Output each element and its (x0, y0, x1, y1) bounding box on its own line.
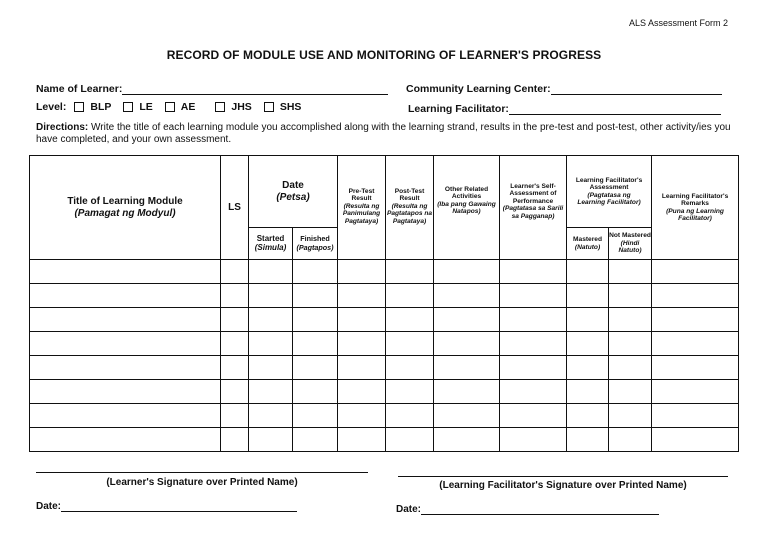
table-cell[interactable] (30, 284, 221, 308)
header-finished-fil: (Pagtapos) (296, 242, 334, 252)
table-row (30, 284, 739, 308)
table-cell[interactable] (500, 260, 567, 284)
learner-date-input[interactable] (61, 500, 297, 512)
level-option-ae[interactable] (165, 101, 196, 113)
table-cell[interactable] (386, 356, 434, 380)
header-self-en: Learner's Self-Assessment of Performance (509, 183, 557, 205)
table-cell[interactable] (249, 356, 293, 380)
header-started-en: Started (256, 233, 285, 243)
table-cell[interactable] (567, 260, 609, 284)
table-cell[interactable] (434, 260, 500, 284)
header-finished-en: Finished (300, 234, 330, 244)
table-cell[interactable] (386, 404, 434, 428)
table-cell[interactable] (609, 332, 652, 356)
table-row (30, 332, 739, 356)
learner-signature-line[interactable] (36, 472, 368, 473)
learner-name-row (36, 83, 388, 95)
table-cell[interactable] (609, 308, 652, 332)
learner-date-label: Date: (36, 501, 62, 512)
table-cell[interactable] (609, 404, 652, 428)
table-cell[interactable] (652, 428, 739, 452)
table-row (30, 404, 739, 428)
facilitator-date-label: Date: (396, 504, 422, 515)
table-cell[interactable] (609, 356, 652, 380)
table-cell[interactable] (386, 332, 434, 356)
table-cell[interactable] (30, 308, 221, 332)
header-self-assessment (500, 156, 567, 260)
checkbox[interactable] (264, 102, 274, 112)
learner-name-label: Name of Learner: (36, 83, 123, 95)
table-cell[interactable] (338, 284, 386, 308)
level-label: Level: (36, 101, 67, 113)
table-cell[interactable] (221, 428, 249, 452)
clc-label: Community Learning Center: (406, 83, 551, 95)
facilitator-signature-label: (Learning Facilitator's Signature over Printed Name) (439, 480, 687, 491)
table-cell[interactable] (500, 404, 567, 428)
header-remarks (652, 156, 739, 260)
table-cell[interactable] (30, 404, 221, 428)
table-cell[interactable] (652, 404, 739, 428)
table-cell[interactable] (434, 380, 500, 404)
table-cell[interactable] (567, 284, 609, 308)
table-cell[interactable] (652, 260, 739, 284)
header-finished (293, 228, 338, 260)
table-cell[interactable] (609, 260, 652, 284)
level-option-shs[interactable] (264, 101, 302, 113)
table-cell[interactable] (386, 380, 434, 404)
learner-signature-label: (Learner's Signature over Printed Name) (106, 477, 298, 488)
table-cell[interactable] (221, 380, 249, 404)
table-body (30, 260, 739, 452)
table-cell[interactable] (500, 428, 567, 452)
table-cell[interactable] (338, 356, 386, 380)
table-cell[interactable] (338, 404, 386, 428)
directions-lead: Directions: (36, 122, 89, 133)
header-lf-assess-fil: (Pagtatasa ng Learning Facilitator) (577, 191, 641, 206)
table-cell[interactable] (567, 428, 609, 452)
header-title-fil: (Pamagat ng Modyul) (74, 207, 176, 219)
table-row (30, 380, 739, 404)
level-option-label: JHS (231, 101, 252, 113)
table-cell[interactable] (249, 284, 293, 308)
table-cell[interactable] (293, 404, 338, 428)
table-cell[interactable] (249, 308, 293, 332)
directions (36, 122, 736, 146)
facilitator-date-input[interactable] (421, 503, 659, 515)
header-self-fil: (Pagtatasa sa Sarili sa Pagganap) (502, 205, 564, 220)
header-other-activities (434, 156, 500, 260)
facilitator-row (408, 103, 721, 115)
level-option-blp[interactable] (74, 101, 111, 113)
table-cell[interactable] (30, 428, 221, 452)
header-mastered-en: Mastered (573, 236, 602, 244)
table-cell[interactable] (652, 356, 739, 380)
table-cell[interactable] (221, 332, 249, 356)
header-lf-assess-en: Learning Facilitator's Assessment (575, 176, 643, 192)
table-row (30, 260, 739, 284)
table-cell[interactable] (338, 332, 386, 356)
learner-date-row (36, 500, 297, 512)
facilitator-date-row (396, 503, 659, 515)
table-cell[interactable] (249, 380, 293, 404)
table-cell[interactable] (609, 380, 652, 404)
table-cell[interactable] (434, 356, 500, 380)
table-cell[interactable] (293, 380, 338, 404)
header-pretest (338, 156, 386, 260)
header-title-en: Title of Learning Module (67, 196, 183, 208)
checkbox[interactable] (215, 102, 225, 112)
learner-name-input[interactable] (122, 83, 388, 95)
table-cell[interactable] (567, 308, 609, 332)
header-date-fil: (Petsa) (276, 191, 310, 203)
header-pretest-fil: (Resulta ng Panimulang Pagtataya) (342, 202, 381, 225)
table-row (30, 428, 739, 452)
header-mastered-fil: (Natuto) (574, 243, 601, 251)
table-cell[interactable] (652, 332, 739, 356)
header-other-en: Other Related Activities (444, 186, 489, 201)
header-remarks-en: Learning Facilitator's Remarks (661, 192, 729, 208)
table-cell[interactable] (338, 308, 386, 332)
form-code: ALS Assessment Form 2 (628, 18, 728, 28)
header-not-mastered-en: Not Mastered (609, 232, 651, 240)
table-cell[interactable] (338, 260, 386, 284)
header-date-en: Date (282, 180, 304, 192)
table-cell[interactable] (221, 404, 249, 428)
table-cell[interactable] (434, 404, 500, 428)
table-cell[interactable] (500, 356, 567, 380)
table-cell[interactable] (249, 428, 293, 452)
form-title: RECORD OF MODULE USE AND MONITORING OF LEARNER'S PROGRESS (166, 48, 602, 62)
table-cell[interactable] (567, 356, 609, 380)
header-date (249, 156, 338, 228)
table-cell[interactable] (30, 260, 221, 284)
header-pretest-en: Pre-Test Result (348, 188, 375, 203)
table-cell[interactable] (221, 356, 249, 380)
table-row (30, 356, 739, 380)
header-started-fil: (Simula) (254, 242, 287, 252)
table-cell[interactable] (652, 284, 739, 308)
level-row (36, 101, 313, 113)
checkbox[interactable] (123, 102, 133, 112)
clc-row (406, 83, 722, 95)
table-cell[interactable] (609, 284, 652, 308)
table-cell[interactable] (293, 356, 338, 380)
clc-input[interactable] (551, 83, 722, 95)
level-option-label: LE (139, 101, 153, 113)
header-not-mastered-fil: (Hindi Natuto) (618, 239, 642, 255)
table-cell[interactable] (386, 260, 434, 284)
table-cell[interactable] (221, 284, 249, 308)
table-cell[interactable] (434, 428, 500, 452)
table-cell[interactable] (221, 260, 249, 284)
level-option-label: BLP (90, 101, 112, 113)
table-cell[interactable] (293, 308, 338, 332)
header-posttest (386, 156, 434, 260)
header-lf-assessment (567, 156, 652, 228)
table-cell[interactable] (434, 284, 500, 308)
table-cell[interactable] (338, 380, 386, 404)
table-cell[interactable] (500, 332, 567, 356)
table-cell[interactable] (293, 428, 338, 452)
table-cell[interactable] (500, 308, 567, 332)
header-remarks-fil: (Puna ng Learning Facilitator) (666, 207, 724, 222)
table-cell[interactable] (609, 428, 652, 452)
table-cell[interactable] (293, 284, 338, 308)
table-cell[interactable] (338, 428, 386, 452)
header-title (30, 156, 221, 260)
table-cell[interactable] (386, 428, 434, 452)
directions-text: Write the title of each learning module you accomplished along with the learning strand, results in the pre-test and post-test, other activity/ies you have completed, and your own assessment. (36, 122, 731, 145)
table-cell[interactable] (249, 332, 293, 356)
header-mastered (567, 228, 609, 260)
level-option-label: AE (180, 101, 196, 113)
header-posttest-en: Post-Test Result (394, 188, 425, 203)
facilitator-input[interactable] (509, 103, 721, 115)
header-not-mastered (609, 228, 652, 260)
module-record-table (29, 155, 739, 452)
header-started (249, 228, 293, 260)
header-ls: LS (221, 156, 249, 260)
table-cell[interactable] (30, 380, 221, 404)
table-cell[interactable] (567, 380, 609, 404)
level-option-label: SHS (279, 101, 302, 113)
table-cell[interactable] (567, 404, 609, 428)
table-cell[interactable] (652, 380, 739, 404)
table-cell[interactable] (434, 308, 500, 332)
table-cell[interactable] (249, 404, 293, 428)
level-option-le[interactable] (123, 101, 152, 113)
facilitator-label: Learning Facilitator: (408, 103, 509, 115)
level-option-jhs[interactable] (215, 101, 251, 113)
table-cell[interactable] (500, 284, 567, 308)
table-cell[interactable] (652, 308, 739, 332)
checkbox[interactable] (74, 102, 84, 112)
table-cell[interactable] (386, 284, 434, 308)
facilitator-signature-line[interactable] (398, 476, 728, 477)
table-cell[interactable] (293, 260, 338, 284)
table-cell[interactable] (434, 332, 500, 356)
table-row (30, 308, 739, 332)
table-cell[interactable] (249, 260, 293, 284)
table-cell[interactable] (567, 332, 609, 356)
table-cell[interactable] (30, 356, 221, 380)
header-other-fil: (Iba pang Gawaing Natapos) (437, 200, 496, 216)
table-cell[interactable] (293, 332, 338, 356)
header-posttest-fil: (Resulta ng Pagtatapos na Pagtataya) (386, 202, 433, 225)
table-cell[interactable] (30, 332, 221, 356)
table-cell[interactable] (500, 380, 567, 404)
table-cell[interactable] (386, 308, 434, 332)
checkbox[interactable] (165, 102, 175, 112)
table-cell[interactable] (221, 308, 249, 332)
